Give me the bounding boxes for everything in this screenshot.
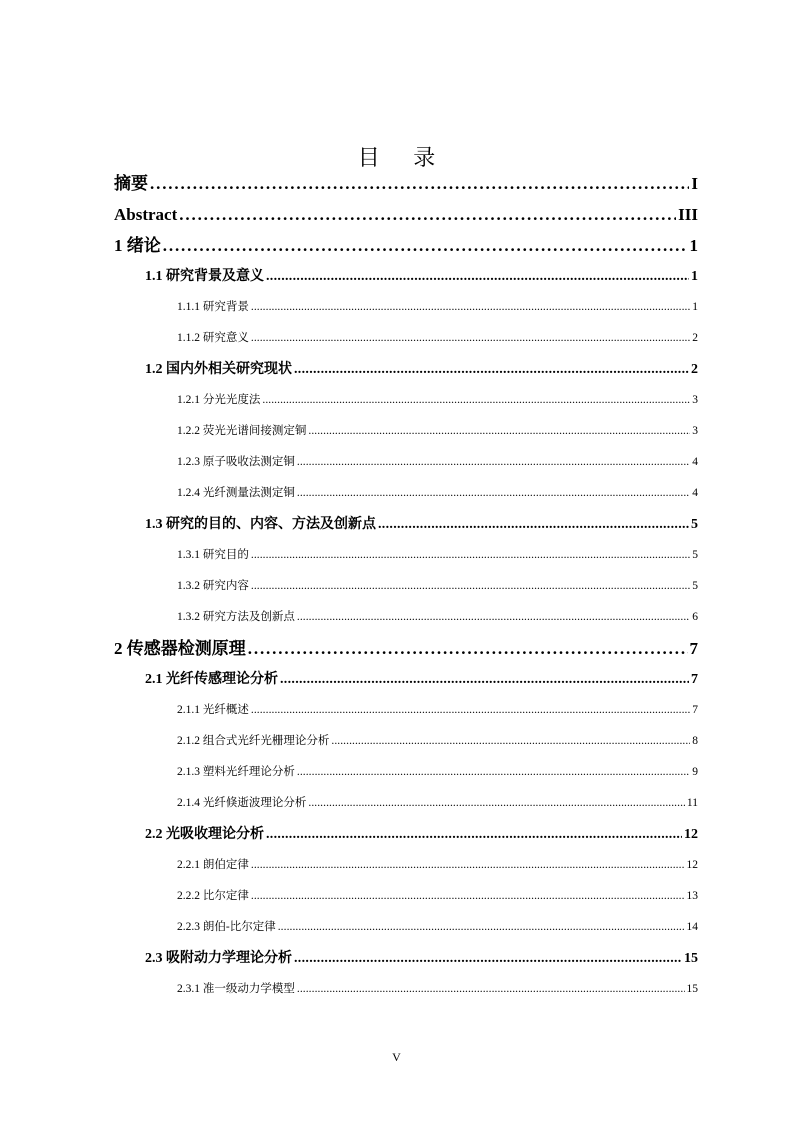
toc-entry[interactable]	[114, 881, 698, 912]
toc-entry-page: 5	[692, 580, 698, 592]
toc-dot-leader	[251, 540, 690, 571]
toc-dot-leader	[278, 912, 685, 943]
toc-entry-page: 3	[692, 394, 698, 406]
toc-entry-title: 2.1.4 光纤倏逝波理论分析	[177, 797, 307, 809]
toc-entry-title: 1.2.1 分光光度法	[177, 394, 261, 406]
toc-entry[interactable]	[114, 695, 698, 726]
page-title: 目 录	[357, 145, 450, 170]
toc-entry[interactable]	[114, 664, 698, 695]
toc-dot-leader	[308, 416, 690, 447]
toc-entry-title: 2.2 光吸收理论分析	[145, 827, 264, 842]
toc-dot-leader	[251, 695, 690, 726]
table-of-contents	[114, 168, 698, 1005]
toc-entry-page: 12	[686, 859, 698, 871]
toc-dot-leader	[251, 292, 690, 323]
toc-entry-page: 15	[684, 951, 698, 966]
toc-entry-title: 1.3.2 研究方法及创新点	[177, 611, 295, 623]
toc-entry[interactable]	[114, 788, 698, 819]
toc-entry-page: 3	[692, 425, 698, 437]
toc-entry-title: 2.2.1 朗伯定律	[177, 859, 249, 871]
toc-entry-title: Abstract	[114, 205, 178, 224]
toc-entry[interactable]	[114, 974, 698, 1005]
toc-entry-title: 2.3.1 准一级动力学模型	[177, 983, 295, 995]
toc-entry-title: 1.1.2 研究意义	[177, 332, 249, 344]
toc-entry-page: 7	[692, 704, 698, 716]
toc-entry-page: 8	[692, 735, 698, 747]
toc-dot-leader	[297, 757, 690, 788]
toc-entry-page: 6	[692, 611, 698, 623]
toc-entry-page: 2	[692, 332, 698, 344]
toc-dot-leader	[262, 385, 690, 416]
toc-entry-page: 1	[691, 269, 698, 284]
toc-entry[interactable]	[114, 385, 698, 416]
toc-entry-page: I	[691, 174, 698, 193]
toc-entry-page: 5	[692, 549, 698, 561]
toc-entry[interactable]	[114, 540, 698, 571]
toc-entry-page: 13	[686, 890, 698, 902]
toc-dot-leader	[150, 168, 689, 199]
toc-entry-page: 14	[686, 921, 698, 933]
toc-entry-title: 2.2.2 比尔定律	[177, 890, 249, 902]
toc-dot-leader	[331, 726, 690, 757]
toc-entry-title: 1.1.1 研究背景	[177, 301, 249, 313]
toc-entry-title: 2 传感器检测原理	[114, 639, 246, 658]
toc-entry[interactable]	[114, 199, 698, 230]
toc-entry-title: 1.3 研究的目的、内容、方法及创新点	[145, 517, 376, 532]
toc-entry[interactable]	[114, 850, 698, 881]
toc-dot-leader	[297, 478, 690, 509]
toc-dot-leader	[294, 354, 689, 385]
toc-entry-title: 1.3.2 研究内容	[177, 580, 249, 592]
toc-entry-page: 1	[689, 236, 698, 255]
toc-entry[interactable]	[114, 943, 698, 974]
toc-entry-page: 5	[691, 517, 698, 532]
toc-entry-page: 9	[692, 766, 698, 778]
toc-entry-page: 15	[686, 983, 698, 995]
toc-entry-title: 2.1.3 塑料光纤理论分析	[177, 766, 295, 778]
toc-dot-leader	[251, 850, 685, 881]
toc-dot-leader	[251, 323, 690, 354]
toc-dot-leader	[251, 571, 690, 602]
toc-entry[interactable]	[114, 478, 698, 509]
toc-dot-leader	[266, 819, 682, 850]
toc-entry-page: 7	[689, 639, 698, 658]
toc-entry[interactable]	[114, 292, 698, 323]
toc-entry-title: 2.1.2 组合式光纤光栅理论分析	[177, 735, 330, 747]
toc-entry[interactable]	[114, 354, 698, 385]
toc-entry-page: 4	[692, 487, 698, 499]
toc-entry-page: 11	[686, 797, 698, 809]
toc-entry-title: 1.2.3 原子吸收法测定铜	[177, 456, 295, 468]
toc-dot-leader	[308, 788, 685, 819]
toc-entry[interactable]	[114, 633, 698, 664]
toc-entry-page: 7	[691, 672, 698, 687]
toc-entry[interactable]	[114, 726, 698, 757]
toc-entry[interactable]	[114, 416, 698, 447]
toc-entry-title: 1.1 研究背景及意义	[145, 269, 264, 284]
toc-entry-title: 摘要	[114, 174, 148, 193]
toc-dot-leader	[163, 230, 688, 261]
toc-dot-leader	[179, 199, 676, 230]
toc-entry-page: 1	[692, 301, 698, 313]
page-number: V	[392, 1050, 401, 1064]
toc-entry[interactable]	[114, 912, 698, 943]
toc-entry-title: 2.3 吸附动力学理论分析	[145, 951, 292, 966]
toc-entry-page: III	[678, 205, 698, 224]
toc-entry[interactable]	[114, 819, 698, 850]
toc-entry-title: 1.2.2 荧光光谱间接测定铜	[177, 425, 307, 437]
toc-dot-leader	[248, 633, 688, 664]
toc-entry[interactable]	[114, 230, 698, 261]
toc-dot-leader	[378, 509, 689, 540]
toc-entry[interactable]	[114, 261, 698, 292]
toc-entry-title: 2.1 光纤传感理论分析	[145, 672, 278, 687]
toc-entry[interactable]	[114, 571, 698, 602]
toc-entry[interactable]	[114, 168, 698, 199]
toc-dot-leader	[266, 261, 689, 292]
toc-entry[interactable]	[114, 447, 698, 478]
toc-entry-title: 1.3.1 研究目的	[177, 549, 249, 561]
toc-dot-leader	[251, 881, 685, 912]
toc-dot-leader	[297, 602, 690, 633]
toc-dot-leader	[297, 974, 685, 1005]
toc-dot-leader	[297, 447, 690, 478]
toc-entry[interactable]	[114, 509, 698, 540]
toc-entry-title: 2.2.3 朗伯-比尔定律	[177, 921, 276, 933]
toc-entry[interactable]	[114, 757, 698, 788]
toc-entry-page: 4	[692, 456, 698, 468]
toc-entry-title: 1.2 国内外相关研究现状	[145, 362, 292, 377]
toc-entry-title: 2.1.1 光纤概述	[177, 704, 249, 716]
toc-entry[interactable]	[114, 323, 698, 354]
toc-entry[interactable]	[114, 602, 698, 633]
toc-entry-page: 2	[691, 362, 698, 377]
toc-entry-title: 1 绪论	[114, 236, 161, 255]
toc-entry-title: 1.2.4 光纤测量法测定铜	[177, 487, 295, 499]
toc-dot-leader	[294, 943, 682, 974]
toc-dot-leader	[280, 664, 689, 695]
toc-entry-page: 12	[684, 827, 698, 842]
